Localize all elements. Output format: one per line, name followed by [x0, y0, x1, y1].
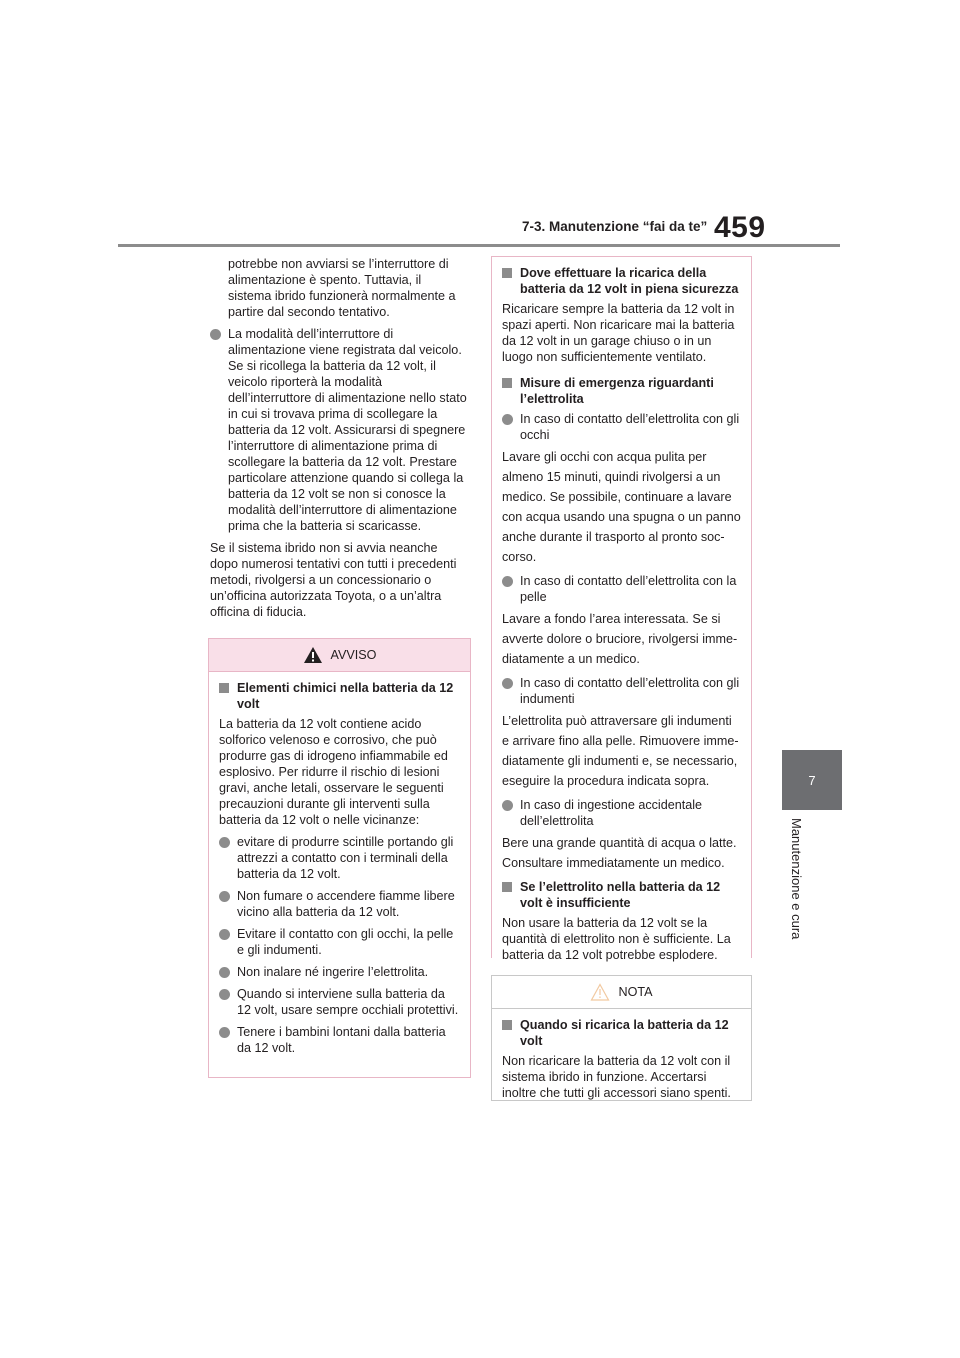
clothes-line: e arrivare fino alla pelle. Rimuovere imme-	[502, 734, 739, 748]
eyes-line: almeno 15 minuti, quindi rivolgersi a un	[502, 470, 721, 484]
clothes-line: diatamente gli indumenti e, se necessario,	[502, 754, 738, 768]
warning-body	[209, 672, 470, 1068]
ingestion-bullet-text: In caso di ingestione accidentale dell’elettrolita	[520, 798, 703, 828]
clothes-line: L’elettrolita può attraversare gli indumenti	[502, 714, 732, 728]
warning-intro: La batteria da 12 volt contiene acido solforico velenoso e corrosivo, che può produrre gas di idrogeno infiammabile ed esplosivo. Per ridurre il rischio di lesioni gravi, anche letali, osservare le seguenti precauzioni durante gli interventi sulla batteria da 12 volt o nelle vicinanze:	[219, 717, 448, 827]
note-heading-text: Quando si ricarica la batteria da 12 volt	[520, 1018, 729, 1048]
charging-heading-text: Dove effettuare la ricarica della batteria da 12 volt in piena sicurezza	[520, 266, 739, 296]
eyes-bullet	[502, 411, 741, 443]
warning-item	[219, 964, 460, 980]
skin-line: avverte dolore o bruciore, rivolgersi imme-	[502, 632, 738, 646]
bullet-dot-icon	[502, 800, 513, 811]
clothes-bullet	[502, 675, 741, 707]
square-bullet-icon	[502, 882, 512, 892]
clothes-line: eseguire la procedura indicata sopra.	[502, 774, 710, 788]
square-bullet-icon	[502, 378, 512, 388]
chapter-label: Manutenzione e cura	[789, 818, 804, 940]
eyes-line: Lavare gli occhi con acqua pulita per	[502, 450, 707, 464]
square-bullet-icon	[502, 268, 512, 278]
warning-box-continued	[491, 256, 752, 962]
warning-item-text: Tenere i bambini lontani dalla batteria da 12 volt.	[237, 1025, 446, 1055]
clothes-bullet-text: In caso di contatto dell’elettrolita con gli indumenti	[520, 676, 740, 706]
warning-item	[219, 986, 460, 1018]
bullet-dot-icon	[502, 576, 513, 587]
bullet-dot-icon	[219, 837, 230, 848]
electrolyte-heading	[502, 879, 741, 911]
charging-text: Ricaricare sempre la batteria da 12 volt in spazi aperti. Non ricaricare mai la batteria da 12 volt in un garage chiuso o in un luogo non sufficientemente ventilato.	[502, 302, 735, 364]
skin-line: diatamente a un medico.	[502, 652, 640, 666]
bullet-item	[210, 326, 468, 534]
chapter-tab	[782, 750, 842, 810]
bullet-dot-icon	[219, 1027, 230, 1038]
skin-bullet	[502, 573, 741, 605]
warning-triangle-icon	[303, 646, 323, 664]
page-number: 459	[714, 211, 766, 244]
chapter-number: 7	[808, 772, 816, 788]
warning-item	[219, 926, 460, 958]
skin-bullet-text: In caso di contatto dell’elettrolita con la pelle	[520, 574, 737, 604]
bullet-dot-icon	[219, 967, 230, 978]
skin-line: Lavare a fondo l’area interessata. Se si	[502, 612, 721, 626]
warning-item-text: Non fumare o accendere fiamme libere vicino alla batteria da 12 volt.	[237, 889, 455, 919]
electrolyte-text: Non usare la batteria da 12 volt se la quantità di elettrolito non è sufficiente. La batteria da 12 volt potrebbe esplodere.	[502, 916, 731, 962]
warning-item-text: Quando si interviene sulla batteria da 12 volt, usare sempre occhiali protettivi.	[237, 987, 459, 1017]
warning-item	[219, 834, 460, 882]
section-title: 7-3. Manutenzione “fai da te”	[522, 219, 708, 234]
note-text: Non ricaricare la batteria da 12 volt con il sistema ibrido in funzione. Accertarsi inoltre che tutti gli accessori siano spenti.	[502, 1054, 731, 1100]
eyes-line: con acqua usando una spugna o un panno	[502, 510, 741, 524]
note-body	[492, 1009, 751, 1113]
warning-item-text: Non inalare né ingerire l’elettrolita.	[237, 965, 429, 979]
chapter-label-container	[790, 818, 806, 968]
eyes-bullet-text: In caso di contatto dell’elettrolita con gli occhi	[520, 412, 740, 442]
warning-header	[209, 639, 470, 672]
warning-body-continued	[492, 257, 751, 975]
bullet-dot-icon	[219, 891, 230, 902]
electrolyte-heading-text: Se l’elettrolito nella batteria da 12 volt è insufficiente	[520, 880, 721, 910]
bullet-text: La modalità dell’interruttore di alimentazione viene registrata dal veicolo. Se si ricollega la batteria da 12 volt, il veicolo riporterà la modalità dell’interruttore di alimentazione nello stato in cui si trovava prima di scollegare la batteria da 12 volt. Assicurarsi di spegnere l’interruttore di alimentazione prima di scollegare la batteria da 12 volt. Prestare particolare attenzione quando si collega la batteria da 12 volt se non si conosce la modalità dell’interruttore di alimentazione prima che la batteria si scaricasse.	[228, 327, 467, 533]
eyes-line: medico. Se possibile, continuare a lavare	[502, 490, 732, 504]
ingestion-line: Bere una grande quantità di acqua o latte.	[502, 836, 737, 850]
left-column	[210, 256, 468, 626]
warning-item-text: Evitare il contatto con gli occhi, la pelle e gli indumenti.	[237, 927, 454, 957]
eyes-line: corso.	[502, 550, 537, 564]
caution-triangle-icon	[590, 983, 610, 1001]
warning-heading	[219, 680, 460, 712]
emergency-heading	[502, 375, 741, 407]
bullet-dot-icon	[219, 989, 230, 1000]
bullet-dot-icon	[502, 414, 513, 425]
bullet-dot-icon	[502, 678, 513, 689]
eyes-line: anche durante il trasporto al pronto soc-	[502, 530, 725, 544]
square-bullet-icon	[219, 683, 229, 693]
ingestion-bullet	[502, 797, 741, 829]
note-header	[492, 976, 751, 1009]
emergency-heading-text: Misure di emergenza riguardanti l’elettrolita	[520, 376, 714, 406]
warning-item	[219, 888, 460, 920]
continued-text: potrebbe non avviarsi se l’interruttore di alimentazione è spento. Tuttavia, il sistema ibrido funzionerà normalmente a partire dal secondo tentativo.	[228, 257, 456, 319]
note-heading	[502, 1017, 741, 1049]
warning-item-text: evitare di produrre scintille portando gli attrezzi a contatto con i terminali della batteria da 12 volt.	[237, 835, 454, 881]
note-label: NOTA	[618, 985, 653, 999]
ingestion-line: Consultare immediatamente un medico.	[502, 856, 725, 870]
square-bullet-icon	[502, 1020, 512, 1030]
header-rule	[118, 244, 840, 247]
warning-item	[219, 1024, 460, 1056]
bullet-dot-icon	[210, 329, 221, 340]
body-paragraph: Se il sistema ibrido non si avvia neanche dopo numerosi tentativi con tutti i precedenti metodi, rivolgersi a un concessionario o un’officina autorizzata Toyota, o a un’altra officina di fiducia.	[210, 541, 457, 619]
bullet-dot-icon	[219, 929, 230, 940]
warning-label: AVVISO	[330, 648, 377, 662]
note-box	[491, 975, 752, 1101]
warning-heading-text: Elementi chimici nella batteria da 12 volt	[237, 681, 454, 711]
charging-heading	[502, 265, 741, 297]
warning-box	[208, 638, 471, 1078]
